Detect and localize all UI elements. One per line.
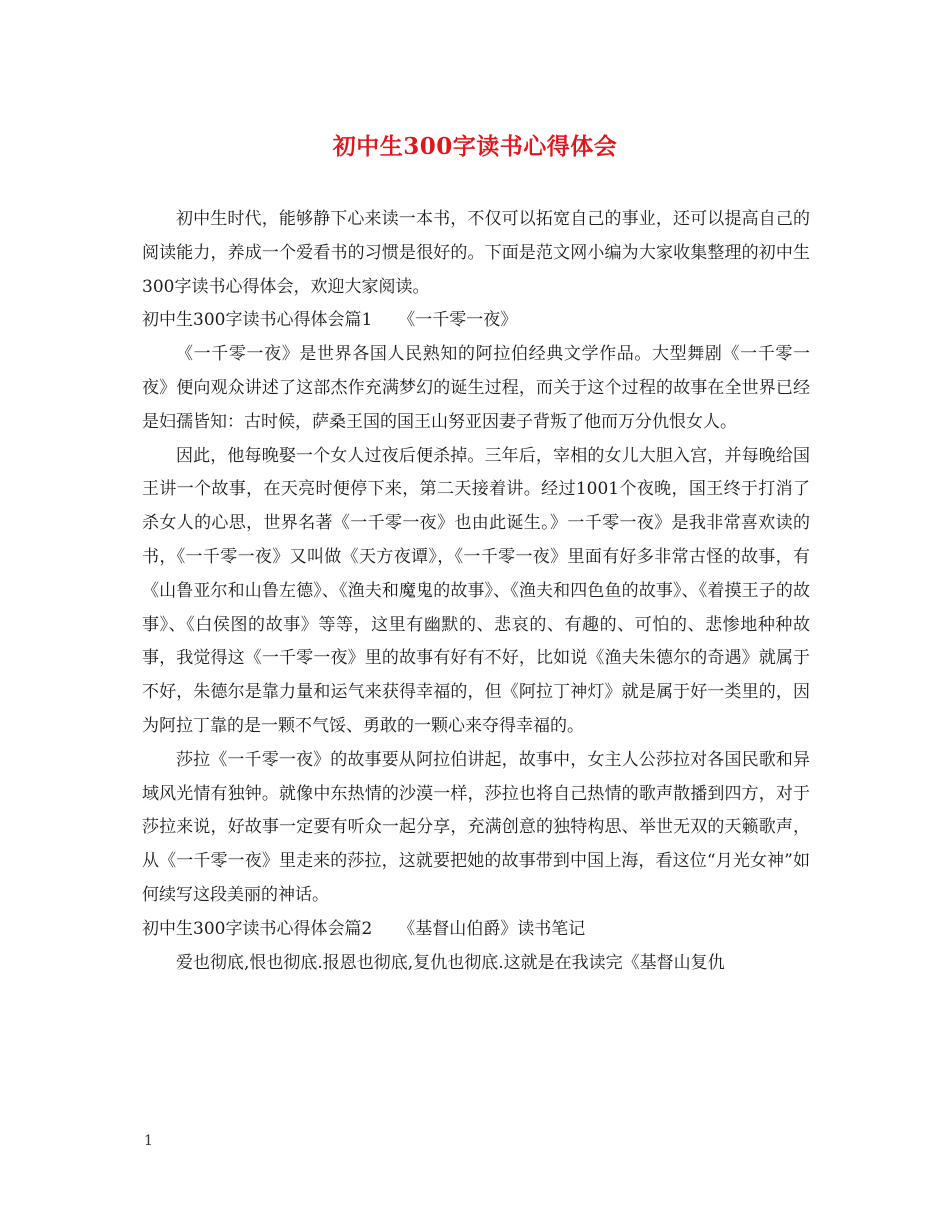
section-heading-2 [142,913,810,947]
document-body [142,203,810,980]
body-paragraph: 《一千零一夜》是世界各国人民熟知的阿拉伯经典文学作品。大型舞剧《一千零一夜》便向观众讲述了这部杰作充满梦幻的诞生过程，而关于这个过程的故事在全世界已经是妇孺皆知：古时候，萨桑王国的国王山努亚因妻子背叛了他而万分仇恨女人。 [142,344,810,432]
intro-paragraph: 初中生时代，能够静下心来读一本书，不仅可以拓宽自己的事业，还可以提高自己的阅读能力，养成一个爱看书的习惯是很好的。下面是范文网小编为大家收集整理的初中生300字读书心得体会，欢迎大家阅读。 [142,209,810,297]
section-heading-label: 初中生300字读书心得体会篇1 [142,310,373,331]
document-title: 初中生300字读书心得体会 [332,133,618,160]
section-book-title: 《一千零一夜》 [398,310,518,331]
body-paragraph: 莎拉《一千零一夜》的故事要从阿拉伯讲起，故事中，女主人公莎拉对各国民歌和异域风光情有独钟。就像中东热情的沙漠一样，莎拉也将自己热情的歌声散播到四方，对于莎拉来说，好故事一定要有听众一起分享，充满创意的独特构思、举世无双的天籁歌声，从《一千零一夜》里走来的莎拉，这就要把她的故事带到中国上海，看这位“月光女神”如何续写这段美丽的神话。 [142,749,810,905]
section-heading-1 [142,304,810,338]
page-number: 1 [144,1133,153,1149]
section-book-title: 《基督山伯爵》读书笔记 [398,918,586,939]
body-paragraph: 爱也彻底,恨也彻底.报恩也彻底,复仇也彻底.这就是在我读完《基督山复仇 [176,952,725,973]
body-paragraph: 因此，他每晚娶一个女人过夜后便杀掉。三年后，宰相的女儿大胆入宫，并每晚给国王讲一个故事，在天亮时便停下来，第二天接着讲。经过1001个夜晚，国王终于打消了杀女人的心思，世界名著《一千零一夜》也由此诞生。》一千零一夜》是我非常喜欢读的书，《一千零一夜》又叫做《天方夜谭》，《一千零一夜》里面有好多非常古怪的故事，有《山鲁亚尔和山鲁左德》、《渔夫和魔鬼的故事》、《渔夫和四色鱼的故事》、《着摸王子的故事》、《白侯图的故事》等等，这里有幽默的、悲哀的、有趣的、可怕的、悲惨地种种故事，我觉得这《一千零一夜》里的故事有好有不好，比如说《渔夫朱德尔的奇遇》就属于不好，朱德尔是靠力量和运气来获得幸福的，但《阿拉丁神灯》就是属于好一类里的，因为阿拉丁靠的是一颗不气馁、勇敢的一颗心来夺得幸福的。 [142,445,810,736]
section-heading-label: 初中生300字读书心得体会篇2 [142,918,373,939]
